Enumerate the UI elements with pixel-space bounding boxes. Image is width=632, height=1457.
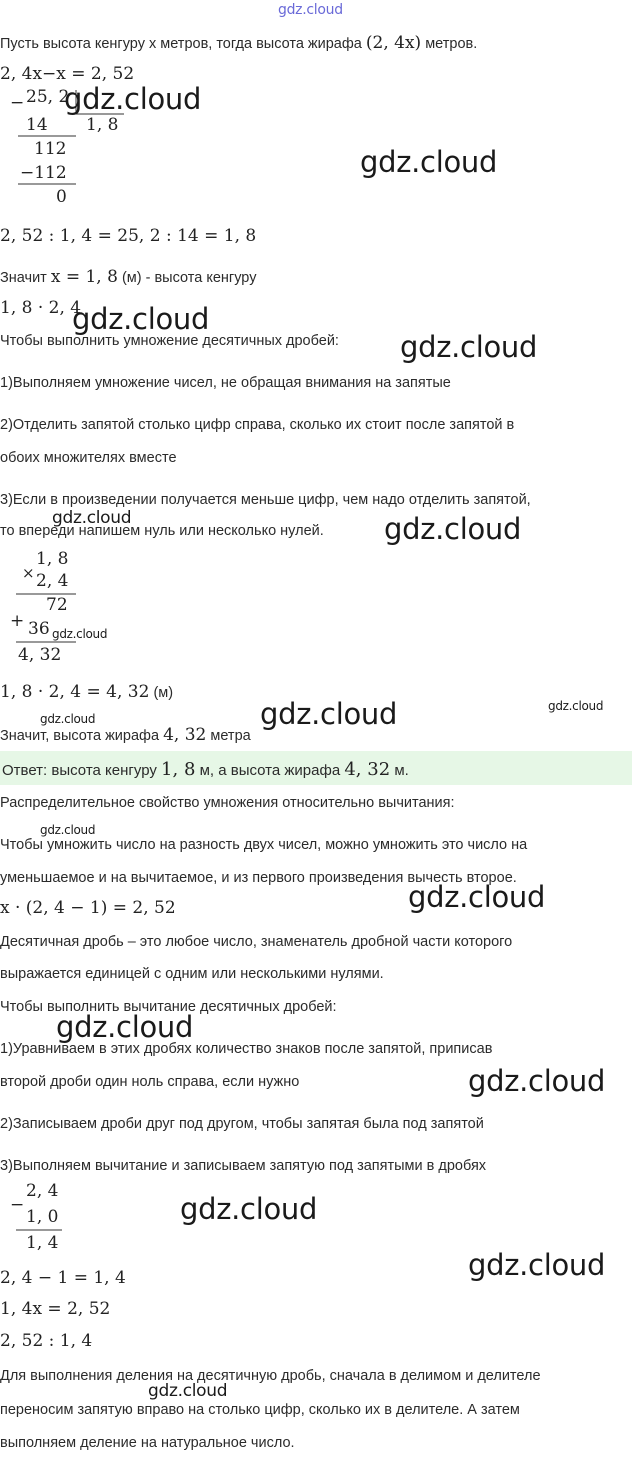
mult-rules-title: Чтобы выполнить умножение десятичных дробей: (0, 333, 339, 349)
watermark: gdz.cloud (384, 512, 522, 546)
answer-kangaroo-height: 1, 8 (161, 759, 196, 780)
watermark: gdz.cloud (408, 880, 546, 914)
column-multiplication (0, 548, 110, 666)
means-x-pre: Значит (0, 270, 47, 286)
mult-partial-1: 72 (46, 595, 68, 615)
giraffe-pre: Значит, высота жирафа (0, 728, 160, 744)
watermark: gdz.cloud (72, 302, 210, 336)
answer-box (0, 751, 632, 785)
answer-post: м. (394, 762, 409, 779)
intro-math: (2, 4x) (365, 33, 422, 53)
answer-mid: м, а высота жирафа (199, 762, 341, 779)
mult-rule-1: 1)Выполняем умножение чисел, не обращая внимания на запятые (0, 375, 451, 391)
equation-7: 1, 4x = 2, 52 (0, 1299, 111, 1319)
mult-rule-3a: 3)Если в произведении получается меньше цифр, чем надо отделить запятой, (0, 492, 531, 508)
watermark: gdz.cloud (468, 1064, 606, 1098)
div-rule-c: выполняем деление на натуральное число. (0, 1435, 295, 1451)
mult-b: 2, 4 (36, 571, 69, 591)
watermark-top: gdz.cloud (278, 2, 343, 18)
equation-1: 2, 4x−x = 2, 52 (0, 64, 135, 84)
decimal-line-a: Десятичная дробь – это любое число, знаменатель дробной части которого (0, 934, 513, 950)
watermark: gdz.cloud (52, 508, 132, 528)
answer-giraffe-height: 4, 32 (344, 759, 391, 780)
distrib-line-b: уменьшаемое и на вычитаемое, и из первого произведения вычесть второе. (0, 870, 517, 886)
watermark: gdz.cloud (400, 330, 538, 364)
sub-title: Чтобы выполнить вычитание десятичных дробей: (0, 999, 337, 1015)
div-minus: − (10, 93, 25, 113)
sub-a: 2, 4 (26, 1181, 59, 1201)
giraffe-post: метра (210, 728, 251, 744)
div-rule-b: переносим запятую вправо на столько цифр, сколько их в делителе. А затем (0, 1402, 520, 1418)
answer-pre: Ответ: высота кенгуру (2, 762, 157, 779)
mult-result: 4, 32 (18, 645, 62, 665)
means-x-post: (м) - высота кенгуру (121, 270, 257, 286)
sub-rule-1b: второй дроби один ноль справа, если нужно (0, 1074, 300, 1090)
watermark: gdz.cloud (64, 82, 202, 116)
equation-8: 2, 52 : 1, 4 (0, 1331, 93, 1351)
watermark: gdz.cloud (40, 823, 96, 837)
mult-partial-2: 36 (28, 619, 50, 639)
sub-minus: − (10, 1195, 25, 1215)
equation-6: 2, 4 − 1 = 1, 4 (0, 1268, 126, 1288)
div-quotient: 1, 8 (86, 115, 119, 135)
plus-sign: + (10, 611, 25, 631)
div-sub2: −112 (20, 163, 67, 183)
watermark: gdz.cloud (180, 1192, 318, 1226)
equation-3: 1, 8 · 2, 4 (0, 298, 82, 318)
mult-a: 1, 8 (36, 549, 69, 569)
distrib-line-a: Чтобы умножить число на разность двух чисел, можно умножить это число на (0, 837, 528, 853)
distrib-title: Распределительное свойство умножения относительно вычитания: (0, 795, 455, 811)
equation-2: 2, 52 : 1, 4 = 25, 2 : 14 = 1, 8 (0, 226, 257, 246)
watermark: gdz.cloud (52, 627, 108, 641)
sub-rule-2: 2)Записываем дроби друг под другом, чтобы запятая была под запятой (0, 1116, 484, 1132)
watermark: gdz.cloud (360, 145, 498, 179)
equation-4-unit: (м) (153, 685, 174, 701)
giraffe-math: 4, 32 (163, 725, 207, 745)
sub-result: 1, 4 (26, 1233, 59, 1253)
div-rem2: 0 (56, 187, 67, 207)
mult-sign: × (22, 564, 35, 582)
column-subtraction (0, 1180, 90, 1256)
watermark: gdz.cloud (260, 697, 398, 731)
decimal-line-b: выражается единицей с одним или несколькими нулями. (0, 966, 384, 982)
mult-rule-3b: то впереди напишем нуль или несколько нулей. (0, 523, 324, 539)
watermark: gdz.cloud (468, 1248, 606, 1282)
watermark: gdz.cloud (56, 1010, 194, 1044)
sub-rule-1a: 1)Уравниваем в этих дробях количество знаков после запятой, приписав (0, 1041, 493, 1057)
div-dividend: 25, 2 (26, 88, 70, 107)
div-rule-a: Для выполнения деления на десятичную дробь, сначала в делимом и делителе (0, 1368, 541, 1384)
mult-rule-2b: обоих множителях вместе (0, 450, 177, 466)
sub-b: 1, 0 (26, 1207, 59, 1227)
means-x-line (0, 268, 256, 287)
equation-4: 1, 8 · 2, 4 = 4, 32 (0, 682, 150, 702)
giraffe-line (0, 726, 251, 745)
means-x-math: x = 1, 8 (50, 267, 118, 287)
equation-5: x · (2, 4 − 1) = 2, 52 (0, 898, 176, 918)
watermark: gdz.cloud (548, 699, 604, 713)
intro-end: метров. (425, 36, 478, 52)
intro-line (0, 34, 477, 53)
div-rem1: 112 (34, 139, 67, 159)
div-sub1: 14 (26, 115, 48, 135)
sub-rule-3: 3)Выполняем вычитание и записываем запятую под запятыми в дробях (0, 1158, 487, 1174)
watermark: gdz.cloud (40, 712, 96, 726)
watermark: gdz.cloud (148, 1381, 228, 1401)
mult-rule-2a: 2)Отделить запятой столько цифр справа, сколько их стоит после запятой в (0, 417, 515, 433)
answer-text (2, 759, 409, 780)
intro-text: Пусть высота кенгуру x метров, тогда высота жирафа (0, 36, 362, 52)
equation-4-line (0, 683, 173, 702)
